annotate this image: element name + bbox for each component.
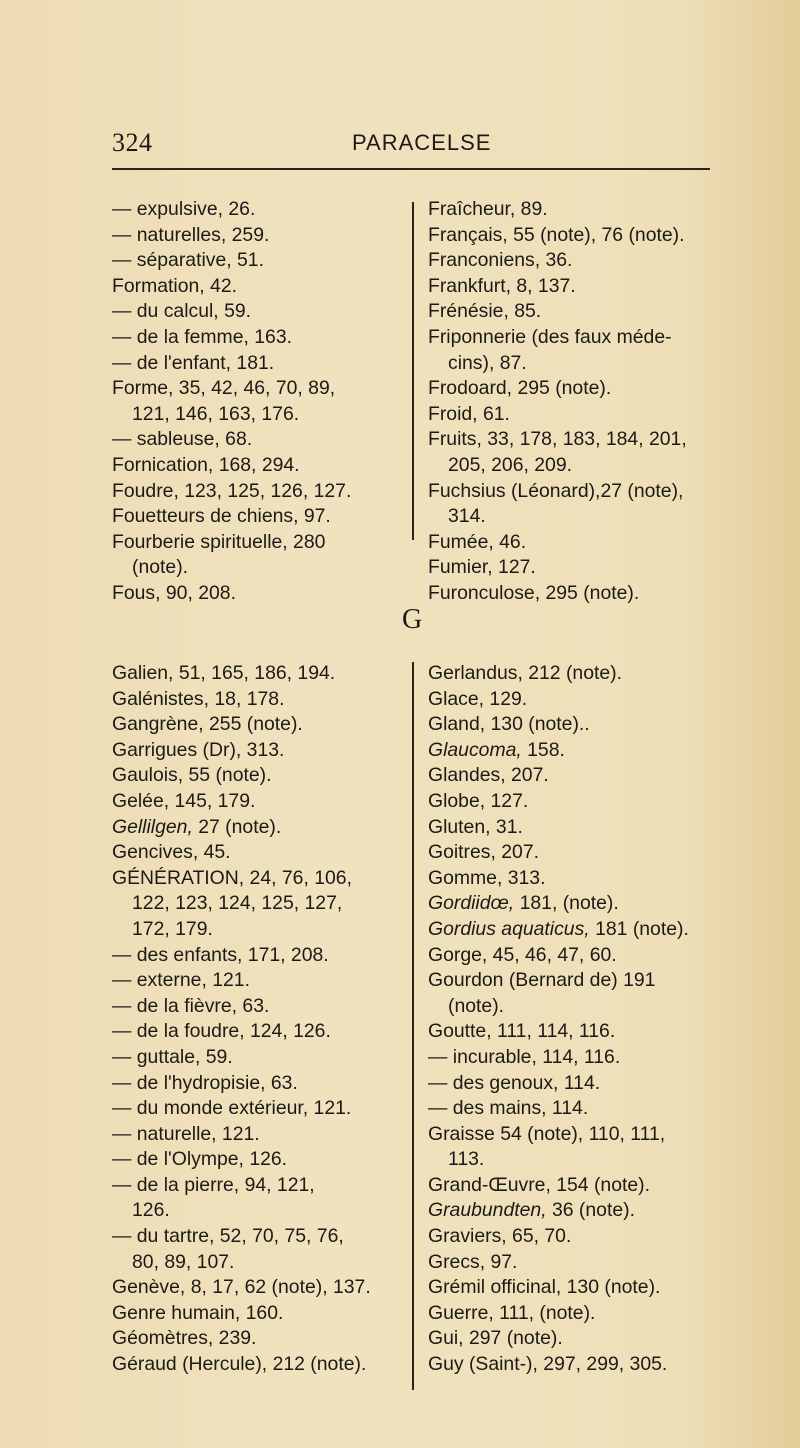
index-entry: Fourberie spirituelle, 280 (112, 530, 326, 553)
index-entry: Graisse 54 (note), 110, 111, (428, 1122, 666, 1145)
index-entry: Frankfurt, 8, 137. (428, 274, 576, 297)
index-entry: Gerlandus, 212 (note). (428, 662, 623, 684)
index-entry: Graubundten, 36 (note). (428, 1199, 635, 1222)
index-entry: Gorge, 45, 46, 47, 60. (428, 943, 617, 966)
index-entry: Fouetteurs de chiens, 97. (112, 505, 331, 528)
index-entry: Fuchsius (Léonard),27 (note), (428, 479, 684, 502)
index-entry: Fumée, 46. (428, 530, 527, 553)
index-subentry: — des mains, 114. (428, 1097, 589, 1120)
index-subentry: — expulsive, 26. (112, 198, 256, 220)
header-rule (112, 168, 710, 170)
index-subentry: — du tartre, 52, 70, 75, 76, (112, 1225, 344, 1248)
column-divider-g (412, 662, 414, 1390)
index-entry: Formation, 42. (112, 274, 238, 297)
index-entry: Grecs, 97. (428, 1250, 518, 1273)
section-letter: G (402, 604, 423, 635)
index-entry: Genre humain, 160. (112, 1301, 284, 1324)
index-entry: Graviers, 65, 70. (428, 1225, 572, 1248)
index-entry: Galien, 51, 165, 186, 194. (112, 662, 336, 684)
index-entry: Gland, 130 (note).. (428, 713, 590, 736)
index-entry: Friponnerie (des faux méde- (428, 325, 672, 348)
index-subentry: — de la femme, 163. (112, 325, 292, 348)
index-subentry: — de l'enfant, 181. (112, 351, 275, 374)
index-entry: Frénésie, 85. (428, 300, 542, 323)
index-entry: Gui, 297 (note). (428, 1327, 563, 1350)
index-entry-continuation: (note). (448, 994, 505, 1017)
index-subentry: — de la pierre, 94, 121, (112, 1173, 315, 1196)
index-entry-continuation: 205, 206, 209. (448, 453, 572, 476)
index-subentry: — du calcul, 59. (112, 300, 252, 323)
index-entry: Glandes, 207. (428, 764, 549, 787)
index-entry: Grand-Œuvre, 154 (note). (428, 1173, 651, 1196)
index-entry: Géraud (Hercule), 212 (note). (112, 1353, 367, 1376)
index-entry: Gellilgen, 27 (note). (112, 815, 282, 838)
index-subentry: — de l'hydropisie, 63. (112, 1071, 298, 1094)
index-entry: Fraîcheur, 89. (428, 198, 548, 220)
index-entry-continuation: 121, 146, 163, 176. (132, 402, 300, 425)
index-subentry: — de la fièvre, 63. (112, 994, 270, 1017)
index-entry: Gaulois, 55 (note). (112, 764, 272, 787)
index-entry-continuation: cins), 87. (448, 351, 527, 374)
index-entry: Fruits, 33, 178, 183, 184, 201, (428, 428, 687, 451)
index-subentry: — de la foudre, 124, 126. (112, 1020, 331, 1043)
index-entry-continuation: (note). (132, 556, 189, 579)
index-subentry: — sableuse, 68. (112, 428, 253, 451)
index-entry-continuation: 122, 123, 124, 125, 127, (132, 892, 343, 915)
index-entry: Froid, 61. (428, 402, 510, 425)
index-column-f-left (112, 197, 412, 607)
index-entry: Furonculose, 295 (note). (428, 581, 640, 604)
index-subentry: — externe, 121. (112, 969, 250, 992)
index-subentry: — de l'Olympe, 126. (112, 1148, 288, 1171)
index-subentry: — naturelles, 259. (112, 223, 270, 246)
index-entry: Gelée, 145, 179. (112, 789, 256, 812)
index-entry: Gourdon (Bernard de) 191 (428, 969, 656, 992)
index-entry: Gencives, 45. (112, 841, 231, 864)
index-entry: Gomme, 313. (428, 866, 546, 889)
index-entry: Fous, 90, 208. (112, 581, 236, 604)
index-entry: Franconiens, 36. (428, 249, 573, 272)
index-entry: Guy (Saint-), 297, 299, 305. (428, 1353, 668, 1376)
index-column-g-left (112, 661, 412, 1378)
index-subentry: — séparative, 51. (112, 249, 264, 272)
index-entry: Guerre, 111, (note). (428, 1301, 596, 1324)
index-entry-continuation: 314. (448, 505, 486, 528)
index-subentry: — guttale, 59. (112, 1045, 233, 1068)
index-entry: Galénistes, 18, 178. (112, 687, 285, 710)
index-entry-continuation: 113. (448, 1148, 485, 1171)
index-entry: Goutte, 111, 114, 116. (428, 1020, 616, 1043)
index-entry: GÉNÉRATION, 24, 76, 106, (112, 866, 352, 889)
index-subentry: — des genoux, 114. (428, 1071, 601, 1094)
index-entry: Genève, 8, 17, 62 (note), 137. (112, 1276, 371, 1299)
index-entry: Frodoard, 295 (note). (428, 377, 612, 400)
index-entry: Glaucoma, 158. (428, 738, 565, 761)
index-entry: Garrigues (Dr), 313. (112, 738, 285, 761)
index-entry-continuation: 80, 89, 107. (132, 1250, 235, 1273)
index-subentry: — du monde extérieur, 121. (112, 1097, 352, 1120)
index-entry: Goitres, 207. (428, 841, 540, 864)
index-entry: Forme, 35, 42, 46, 70, 89, (112, 377, 336, 400)
index-entry: Gluten, 31. (428, 815, 523, 838)
index-subentry: — naturelle, 121. (112, 1122, 260, 1145)
index-entry: Géomètres, 239. (112, 1327, 257, 1350)
index-entry: Grémil officinal, 130 (note). (428, 1276, 661, 1299)
index-entry-continuation: 126. (132, 1199, 170, 1222)
index-entry: Gangrène, 255 (note). (112, 713, 303, 736)
index-column-g-right (428, 661, 728, 1378)
page-number: 324 (112, 128, 153, 157)
column-divider-f (412, 202, 414, 540)
running-head: PARACELSE (352, 130, 492, 155)
index-entry-continuation: 172, 179. (132, 917, 213, 940)
index-entry: Fumier, 127. (428, 556, 536, 579)
index-column-f-right (428, 197, 728, 607)
index-entry: Fornication, 168, 294. (112, 453, 300, 476)
index-entry: Foudre, 123, 125, 126, 127. (112, 479, 352, 502)
index-subentry: — des enfants, 171, 208. (112, 943, 329, 966)
index-entry: Français, 55 (note), 76 (note). (428, 223, 685, 246)
index-entry: Globe, 127. (428, 789, 529, 812)
index-entry: Glace, 129. (428, 687, 528, 710)
index-subentry: — incurable, 114, 116. (428, 1045, 621, 1068)
index-entry: Gordiidœ, 181, (note). (428, 892, 619, 915)
index-entry: Gordius aquaticus, 181 (note). (428, 917, 689, 940)
